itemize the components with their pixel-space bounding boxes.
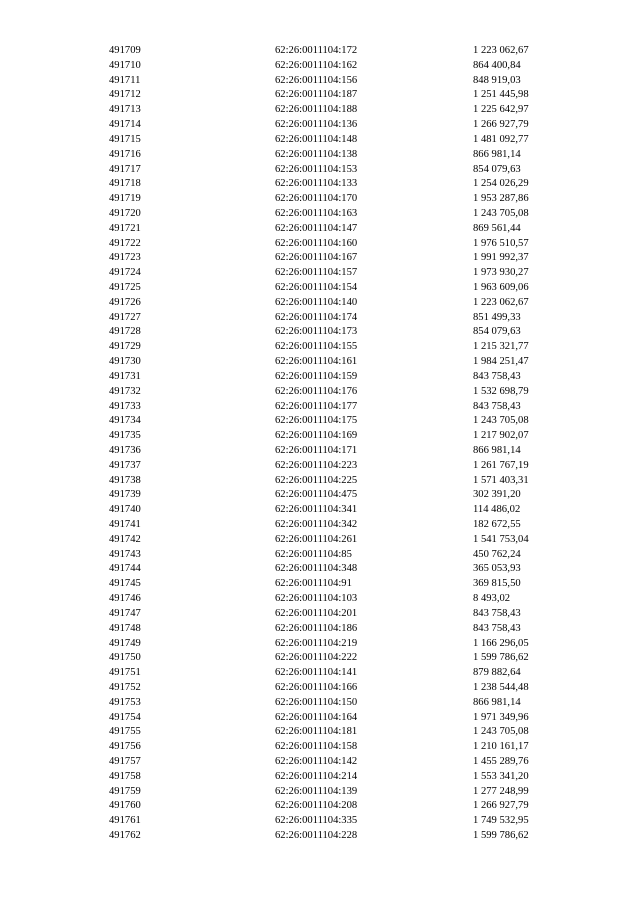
- row-number-cell: 491722: [109, 237, 141, 249]
- table-row: [109, 814, 549, 829]
- row-number-cell: 491739: [109, 489, 141, 501]
- cadastral-number-cell: 62:26:0011104:225: [275, 474, 358, 486]
- value-cell: 1 166 296,05: [473, 637, 529, 649]
- row-number-cell: 491731: [109, 370, 141, 382]
- value-cell: 1 243 705,08: [473, 415, 529, 427]
- row-number-cell: 491716: [109, 148, 141, 160]
- cadastral-number-cell: 62:26:0011104:85: [275, 548, 352, 560]
- cadastral-number-cell: 62:26:0011104:159: [275, 370, 358, 382]
- value-cell: 843 758,43: [473, 622, 521, 634]
- table-row: [109, 325, 549, 340]
- row-number-cell: 491721: [109, 222, 141, 234]
- row-number-cell: 491735: [109, 430, 141, 442]
- table-row: [109, 799, 549, 814]
- cadastral-number-cell: 62:26:0011104:228: [275, 830, 358, 842]
- cadastral-number-cell: 62:26:0011104:186: [275, 622, 358, 634]
- table-row: [109, 740, 549, 755]
- value-cell: 1 599 786,62: [473, 652, 529, 664]
- value-cell: 1 251 445,98: [473, 89, 529, 101]
- table-row: [109, 59, 549, 74]
- cadastral-number-cell: 62:26:0011104:222: [275, 652, 358, 664]
- row-number-cell: 491727: [109, 311, 141, 323]
- cadastral-number-cell: 62:26:0011104:153: [275, 163, 358, 175]
- row-number-cell: 491725: [109, 282, 141, 293]
- cadastral-number-cell: 62:26:0011104:175: [275, 415, 358, 427]
- cadastral-number-cell: 62:26:0011104:167: [275, 252, 358, 264]
- value-cell: 1 571 403,31: [473, 474, 529, 486]
- table-row: [109, 592, 549, 607]
- cadastral-number-cell: 62:26:0011104:261: [275, 533, 358, 545]
- cadastral-number-cell: 62:26:0011104:172: [275, 45, 358, 56]
- table-row: [109, 711, 549, 726]
- table-row: [109, 444, 549, 459]
- table-row: [109, 177, 549, 192]
- row-number-cell: 491711: [109, 74, 141, 86]
- cadastral-number-cell: 62:26:0011104:188: [275, 104, 358, 116]
- cadastral-number-cell: 62:26:0011104:148: [275, 133, 358, 145]
- value-cell: 1 599 786,62: [473, 830, 529, 842]
- table-row: [109, 696, 549, 711]
- value-cell: 1 481 092,77: [473, 133, 529, 145]
- table-row: [109, 829, 549, 844]
- row-number-cell: 491719: [109, 193, 141, 205]
- table-row: [109, 548, 549, 563]
- row-number-cell: 491717: [109, 163, 141, 175]
- row-number-cell: 491729: [109, 341, 141, 353]
- table-row: [109, 637, 549, 652]
- table-row: [109, 533, 549, 548]
- cadastral-number-cell: 62:26:0011104:142: [275, 756, 358, 767]
- table-row: [109, 44, 549, 59]
- row-number-cell: 491734: [109, 415, 141, 427]
- value-cell: 843 758,43: [473, 607, 521, 619]
- row-number-cell: 491745: [109, 578, 141, 590]
- row-number-cell: 491760: [109, 800, 141, 812]
- value-cell: 1 749 532,95: [473, 815, 529, 827]
- value-cell: 1 963 609,06: [473, 282, 529, 293]
- value-cell: 302 391,20: [473, 489, 521, 501]
- cadastral-number-cell: 62:26:0011104:173: [275, 326, 358, 338]
- table-row: [109, 400, 549, 415]
- cadastral-number-cell: 62:26:0011104:177: [275, 400, 358, 412]
- value-cell: 1 238 544,48: [473, 681, 529, 693]
- row-number-cell: 491714: [109, 119, 141, 131]
- table-row: [109, 251, 549, 266]
- table-row: [109, 518, 549, 533]
- value-cell: 365 053,93: [473, 563, 521, 575]
- table-row: [109, 622, 549, 637]
- cadastral-number-cell: 62:26:0011104:91: [275, 578, 352, 590]
- table-row: [109, 488, 549, 503]
- value-cell: 866 981,14: [473, 696, 521, 708]
- cadastral-number-cell: 62:26:0011104:223: [275, 459, 358, 471]
- value-cell: 1 532 698,79: [473, 385, 529, 397]
- cadastral-number-cell: 62:26:0011104:341: [275, 504, 358, 516]
- table-row: [109, 429, 549, 444]
- table-row: [109, 163, 549, 178]
- table-row: [109, 266, 549, 281]
- value-cell: 1 991 992,37: [473, 252, 529, 264]
- table-row: [109, 103, 549, 118]
- cadastral-number-cell: 62:26:0011104:342: [275, 519, 358, 530]
- row-number-cell: 491732: [109, 385, 141, 397]
- table-row: [109, 355, 549, 370]
- value-cell: 854 079,63: [473, 326, 521, 338]
- value-cell: 843 758,43: [473, 370, 521, 382]
- cadastral-number-cell: 62:26:0011104:163: [275, 207, 358, 219]
- value-cell: 1 973 930,27: [473, 267, 529, 279]
- cadastral-number-cell: 62:26:0011104:335: [275, 815, 358, 827]
- row-number-cell: 491762: [109, 830, 141, 842]
- cadastral-number-cell: 62:26:0011104:103: [275, 593, 358, 605]
- cadastral-number-cell: 62:26:0011104:158: [275, 741, 358, 753]
- row-number-cell: 491724: [109, 267, 141, 279]
- row-number-cell: 491733: [109, 400, 141, 412]
- cadastral-number-cell: 62:26:0011104:170: [275, 193, 358, 205]
- row-number-cell: 491728: [109, 326, 141, 338]
- cadastral-number-cell: 62:26:0011104:219: [275, 637, 358, 649]
- table-row: [109, 296, 549, 311]
- row-number-cell: 491761: [109, 815, 141, 827]
- cadastral-number-cell: 62:26:0011104:174: [275, 311, 358, 323]
- value-cell: 851 499,33: [473, 311, 521, 323]
- row-number-cell: 491754: [109, 711, 141, 723]
- cadastral-number-cell: 62:26:0011104:166: [275, 681, 358, 693]
- value-cell: 866 981,14: [473, 148, 521, 160]
- data-table: [109, 44, 549, 844]
- value-cell: 1 984 251,47: [473, 356, 529, 368]
- table-row: [109, 148, 549, 163]
- table-row: [109, 88, 549, 103]
- value-cell: 1 243 705,08: [473, 726, 529, 738]
- row-number-cell: 491737: [109, 459, 141, 471]
- value-cell: 1 215 321,77: [473, 341, 529, 353]
- table-row: [109, 370, 549, 385]
- table-row: [109, 503, 549, 518]
- row-number-cell: 491715: [109, 133, 141, 145]
- value-cell: 1 261 767,19: [473, 459, 529, 471]
- cadastral-number-cell: 62:26:0011104:348: [275, 563, 358, 575]
- table-row: [109, 74, 549, 89]
- cadastral-number-cell: 62:26:0011104:164: [275, 711, 358, 723]
- row-number-cell: 491759: [109, 785, 141, 797]
- table-row: [109, 133, 549, 148]
- cadastral-number-cell: 62:26:0011104:150: [275, 696, 358, 708]
- table-row: [109, 414, 549, 429]
- row-number-cell: 491743: [109, 548, 141, 560]
- cadastral-number-cell: 62:26:0011104:176: [275, 385, 358, 397]
- row-number-cell: 491720: [109, 207, 141, 219]
- value-cell: 843 758,43: [473, 400, 521, 412]
- row-number-cell: 491730: [109, 356, 141, 368]
- row-number-cell: 491723: [109, 252, 141, 264]
- cadastral-number-cell: 62:26:0011104:162: [275, 59, 358, 71]
- value-cell: 866 981,14: [473, 444, 521, 456]
- table-row: [109, 311, 549, 326]
- value-cell: 182 672,55: [473, 519, 521, 530]
- value-cell: 369 815,50: [473, 578, 521, 590]
- cadastral-number-cell: 62:26:0011104:157: [275, 267, 358, 279]
- value-cell: 864 400,84: [473, 59, 521, 71]
- table-row: [109, 118, 549, 133]
- row-number-cell: 491709: [109, 45, 141, 56]
- row-number-cell: 491726: [109, 296, 141, 308]
- table-row: [109, 681, 549, 696]
- table-row: [109, 340, 549, 355]
- cadastral-number-cell: 62:26:0011104:160: [275, 237, 358, 249]
- row-number-cell: 491746: [109, 593, 141, 605]
- row-number-cell: 491756: [109, 741, 141, 753]
- row-number-cell: 491710: [109, 59, 141, 71]
- table-row: [109, 770, 549, 785]
- cadastral-number-cell: 62:26:0011104:156: [275, 74, 358, 86]
- table-row: [109, 577, 549, 592]
- table-row: [109, 755, 549, 770]
- row-number-cell: 491741: [109, 519, 141, 530]
- table-row: [109, 474, 549, 489]
- value-cell: 1 455 289,76: [473, 756, 529, 767]
- table-row: [109, 281, 549, 296]
- cadastral-number-cell: 62:26:0011104:140: [275, 296, 358, 308]
- row-number-cell: 491742: [109, 533, 141, 545]
- value-cell: 1 254 026,29: [473, 178, 529, 190]
- table-row: [109, 207, 549, 222]
- row-number-cell: 491748: [109, 622, 141, 634]
- value-cell: 869 561,44: [473, 222, 521, 234]
- table-row: [109, 725, 549, 740]
- value-cell: 1 971 349,96: [473, 711, 529, 723]
- cadastral-number-cell: 62:26:0011104:181: [275, 726, 358, 738]
- value-cell: 1 953 287,86: [473, 193, 529, 205]
- cadastral-number-cell: 62:26:0011104:171: [275, 444, 358, 456]
- cadastral-number-cell: 62:26:0011104:187: [275, 89, 358, 101]
- value-cell: 1 277 248,99: [473, 785, 529, 797]
- value-cell: 1 266 927,79: [473, 800, 529, 812]
- cadastral-number-cell: 62:26:0011104:208: [275, 800, 358, 812]
- table-row: [109, 385, 549, 400]
- row-number-cell: 491751: [109, 667, 141, 679]
- cadastral-number-cell: 62:26:0011104:147: [275, 222, 358, 234]
- value-cell: 879 882,64: [473, 667, 521, 679]
- table-row: [109, 237, 549, 252]
- value-cell: 1 976 510,57: [473, 237, 529, 249]
- value-cell: 1 541 753,04: [473, 533, 529, 545]
- table-row: [109, 651, 549, 666]
- cadastral-number-cell: 62:26:0011104:201: [275, 607, 358, 619]
- value-cell: 1 223 062,67: [473, 296, 529, 308]
- row-number-cell: 491747: [109, 607, 141, 619]
- row-number-cell: 491750: [109, 652, 141, 664]
- row-number-cell: 491744: [109, 563, 141, 575]
- value-cell: 1 217 902,07: [473, 430, 529, 442]
- table-row: [109, 459, 549, 474]
- row-number-cell: 491736: [109, 444, 141, 456]
- value-cell: 1 223 062,67: [473, 45, 529, 56]
- value-cell: 450 762,24: [473, 548, 521, 560]
- cadastral-number-cell: 62:26:0011104:136: [275, 119, 358, 131]
- value-cell: 1 210 161,17: [473, 741, 529, 753]
- row-number-cell: 491712: [109, 89, 141, 101]
- value-cell: 1 266 927,79: [473, 119, 529, 131]
- table-row: [109, 562, 549, 577]
- cadastral-number-cell: 62:26:0011104:139: [275, 785, 358, 797]
- cadastral-number-cell: 62:26:0011104:475: [275, 489, 358, 501]
- row-number-cell: 491757: [109, 756, 141, 767]
- row-number-cell: 491738: [109, 474, 141, 486]
- row-number-cell: 491755: [109, 726, 141, 738]
- value-cell: 8 493,02: [473, 593, 511, 605]
- cadastral-number-cell: 62:26:0011104:214: [275, 770, 358, 782]
- row-number-cell: 491713: [109, 104, 141, 116]
- row-number-cell: 491752: [109, 681, 141, 693]
- table-row: [109, 607, 549, 622]
- row-number-cell: 491749: [109, 637, 141, 649]
- table-row: [109, 222, 549, 237]
- row-number-cell: 491718: [109, 178, 141, 190]
- value-cell: 854 079,63: [473, 163, 521, 175]
- row-number-cell: 491740: [109, 504, 141, 516]
- cadastral-number-cell: 62:26:0011104:138: [275, 148, 358, 160]
- cadastral-number-cell: 62:26:0011104:155: [275, 341, 358, 353]
- value-cell: 1 225 642,97: [473, 104, 529, 116]
- value-cell: 848 919,03: [473, 74, 521, 86]
- table-row: [109, 666, 549, 681]
- value-cell: 1 553 341,20: [473, 770, 529, 782]
- row-number-cell: 491753: [109, 696, 141, 708]
- cadastral-number-cell: 62:26:0011104:141: [275, 667, 358, 679]
- cadastral-number-cell: 62:26:0011104:154: [275, 282, 358, 293]
- value-cell: 1 243 705,08: [473, 207, 529, 219]
- cadastral-number-cell: 62:26:0011104:133: [275, 178, 358, 190]
- table-row: [109, 785, 549, 800]
- row-number-cell: 491758: [109, 770, 141, 782]
- cadastral-number-cell: 62:26:0011104:169: [275, 430, 358, 442]
- value-cell: 114 486,02: [473, 504, 521, 516]
- table-row: [109, 192, 549, 207]
- cadastral-number-cell: 62:26:0011104:161: [275, 356, 358, 368]
